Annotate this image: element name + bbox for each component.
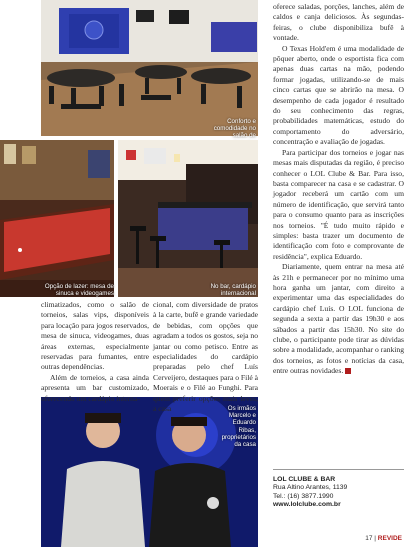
- col3-paragraph-4: [273, 262, 404, 376]
- col2-paragraph-1: cional, com diversidade de pratos à la carte, bufê e grande variedade de bebidas, com opções que agradam a todos os gostos, seja no jantar ou como petisco. Entre as especialidades do cardápio preparadas pelo chef Luís Cerveijero, destaques para o Filé à Moerais e o Filé ao Funghi. Para quem preferir opções mais leves, a casa: [153, 300, 259, 414]
- article-column-1: [41, 300, 149, 404]
- contact-info: [273, 476, 403, 510]
- col1-paragraph-2: Além de torneios, a casa ainda apresenta um bar customizado, oferecendo um cardápio interna-: [41, 372, 149, 403]
- magazine-name: REVIDE: [377, 535, 402, 542]
- info-divider: [273, 469, 404, 470]
- page-number: 17: [365, 535, 373, 542]
- pool-table-image: [0, 140, 114, 297]
- article-column-2: [153, 300, 258, 414]
- club-website: www.lolclube.com.br: [273, 501, 341, 509]
- tournament-hall-image: [41, 0, 258, 136]
- col1-paragraph-1: climatizados, como o salão de torneios, salas vips, disponíveis para locação para jogos reservados, mesa de sinuca, videogames, duas áreas externas, especialmente reservadas para fumantes, entre outras dependências.: [41, 300, 149, 372]
- col3-paragraph-1: oferece saladas, porções, lanches, além de caldos e canja deliciosos. Às segundas-feiras, o clube disponibiliza bufê à vontade.: [273, 2, 404, 43]
- folio-separator: |: [374, 535, 376, 542]
- col3-paragraph-2: O Texas Hold'em é uma modalidade de pôquer aberto, onde o esportista fica com apenas duas cartas na mão, podendo formar jogadas, utilizando-se de mais cinco cartas que se abrirão na mesa. O desempenho de cada jogador é resultado do seu conhecimento das regras, probabilidades matemáticas, estudo do comportamento do adversário, concentração e avaliação de jogadas.: [273, 43, 404, 147]
- club-name: LOL CLUBE & BAR: [273, 476, 336, 483]
- club-address: Rua Altino Arantes, 1139: [273, 484, 348, 492]
- page-folio: [365, 535, 402, 542]
- photo-pool-table: [0, 140, 114, 297]
- caption-bar: No bar, cardápio internacional: [210, 283, 256, 298]
- photo-bar: [118, 140, 258, 297]
- photo-tournament-hall: [41, 0, 258, 136]
- end-mark-icon: [345, 368, 351, 374]
- caption-pool-table: Opção de lazer: mesa de sinuca e videogames: [44, 283, 114, 298]
- caption-owners: Os irmãos Marcelo e Eduardo Ribas, proprietários da casa: [221, 405, 256, 449]
- club-phone: Tel.: (16) 3877.1990: [273, 492, 334, 500]
- bar-image: [118, 140, 258, 297]
- col3-paragraph-4-text: Diariamente, quem entrar na mesa até às 21h e permanecer por no mínimo uma hora ganha um jantar, com direito a experimentar uma das especialidades do cardápio chef Luís. O LOL funciona de segunda a sexta a partir das 19h30 e aos sábados a partir das 15h30. No site do clube, o participante pode tirar as dúvidas sobre a modalidade, acompanhar o ranking dos torneios, as fotos e notícias da casa, entre outras novidades.: [273, 262, 404, 376]
- col3-paragraph-3: Para participar dos torneios e jogar nas mesas mais disputadas da região, é preciso conhecer o LOL Clube & Bar. Para isso, basta comparecer na casa e se cadastrar. O jogador receberá um cartão com um número de identificação, que servirá tanto para o consumo quanto para as inscrições nos torneios. "É tudo muito rápido e simples: basta trazer um documento de identificação com foto e comprovante de residência", explica Eduardo.: [273, 147, 404, 261]
- caption-tournament-hall: Conforto e comodidade no salão de: [213, 118, 256, 140]
- article-column-3: [273, 2, 404, 377]
